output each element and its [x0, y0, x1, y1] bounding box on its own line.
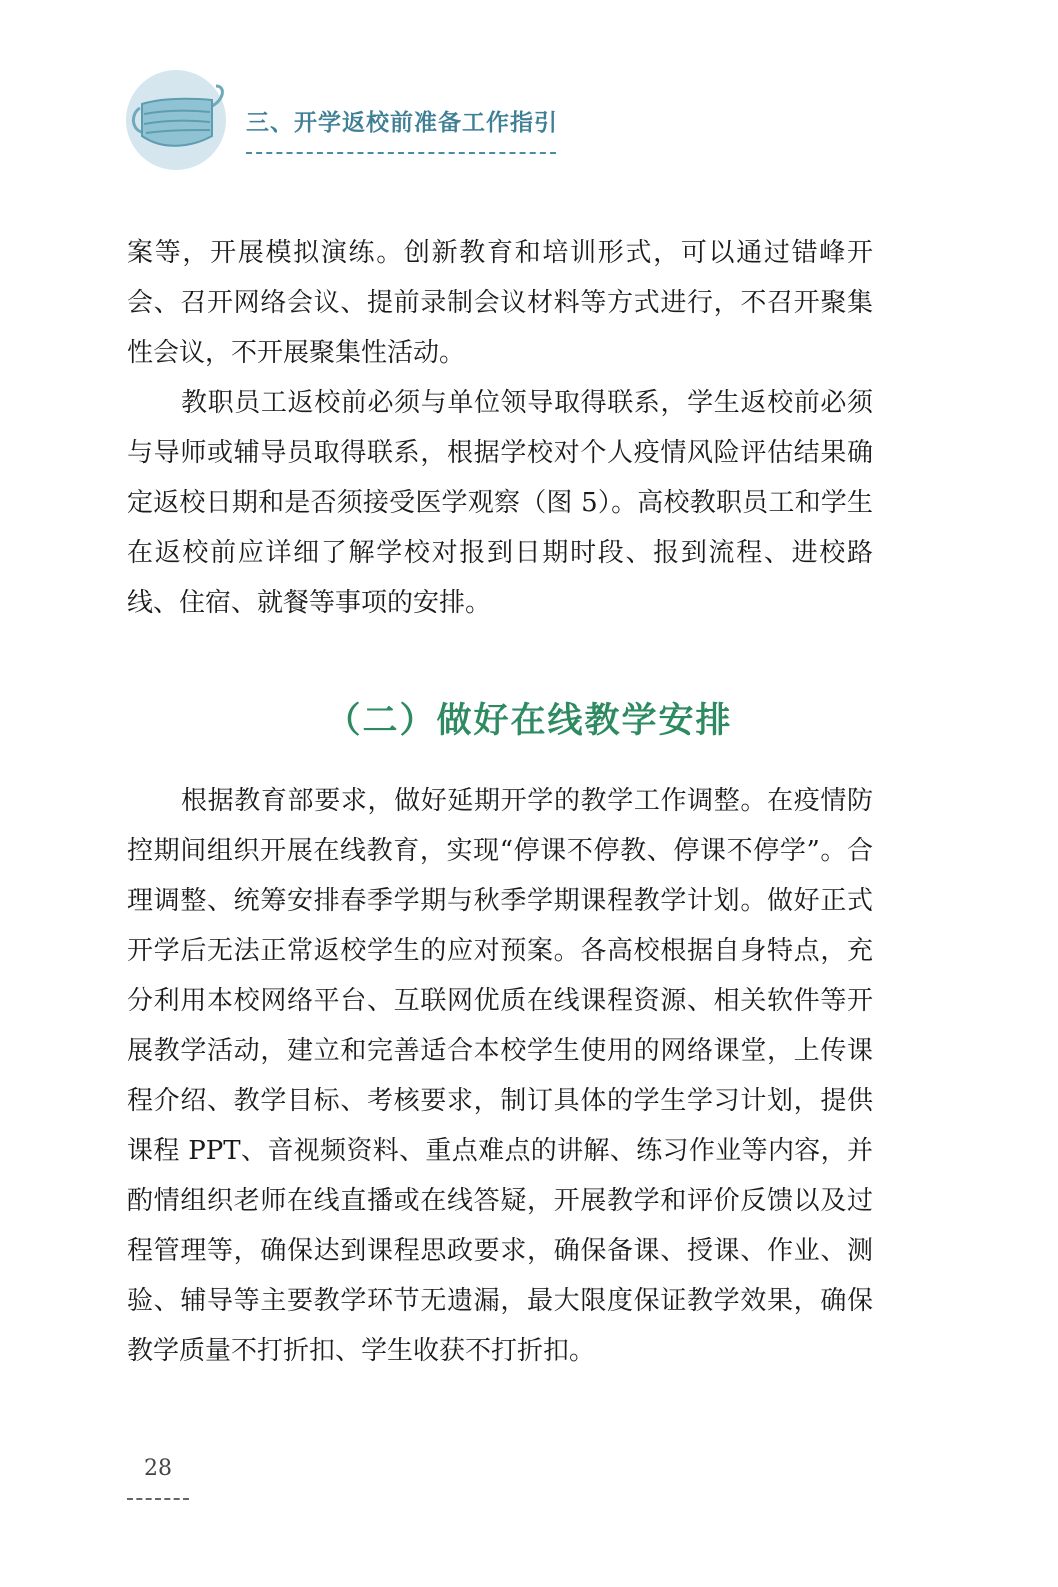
chapter-title: 三、开学返校前准备工作指引 — [246, 110, 558, 136]
body-paragraph-continued: 案等，开展模拟演练。创新教育和培训形式，可以通过错峰开会、召开网络会议、提前录制会议材料等方式进行，不召开聚集性会议，不开展聚集性活动。 — [127, 238, 873, 368]
page-number: 28 — [144, 1456, 172, 1481]
section-heading: （二）做好在线教学安排 — [325, 700, 733, 741]
body-paragraph-return-contact: 教职员工返校前必须与单位领导取得联系，学生返校前必须与导师或辅导员取得联系，根据学校对个人疫情风险评估结果确定返校日期和是否须接受医学观察（图 5）。高校教职员工和学生在返校前应详细了解学校对报到日期时段、报到流程、进校路线、住宿、就餐等事项的安排。 — [127, 388, 873, 618]
face-mask-icon — [126, 70, 226, 170]
page-number-divider — [127, 1498, 189, 1500]
chapter-title-divider — [246, 152, 556, 154]
body-paragraph-online-teaching: 根据教育部要求，做好延期开学的教学工作调整。在疫情防控期间组织开展在线教育，实现“停课不停教、停课不停学”。合理调整、统筹安排春季学期与秋季学期课程教学计划。做好正式开学后无法正常返校学生的应对预案。各高校根据自身特点，充分利用本校网络平台、互联网优质在线课程资源、相关软件等开展教学活动，建立和完善适合本校学生使用的网络课堂，上传课程介绍、教学目标、考核要求，制订具体的学生学习计划，提供课程 PPT、音视频资料、重点难点的讲解、练习作业等内容，并酌情组织老师在线直播或在线答疑，开展教学和评价反馈以及过程管理等，确保达到课程思政要求，确保备课、授课、作业、测验、辅导等主要教学环节无遗漏，最大限度保证教学效果，确保教学质量不打折扣、学生收获不打折扣。 — [127, 786, 873, 1366]
